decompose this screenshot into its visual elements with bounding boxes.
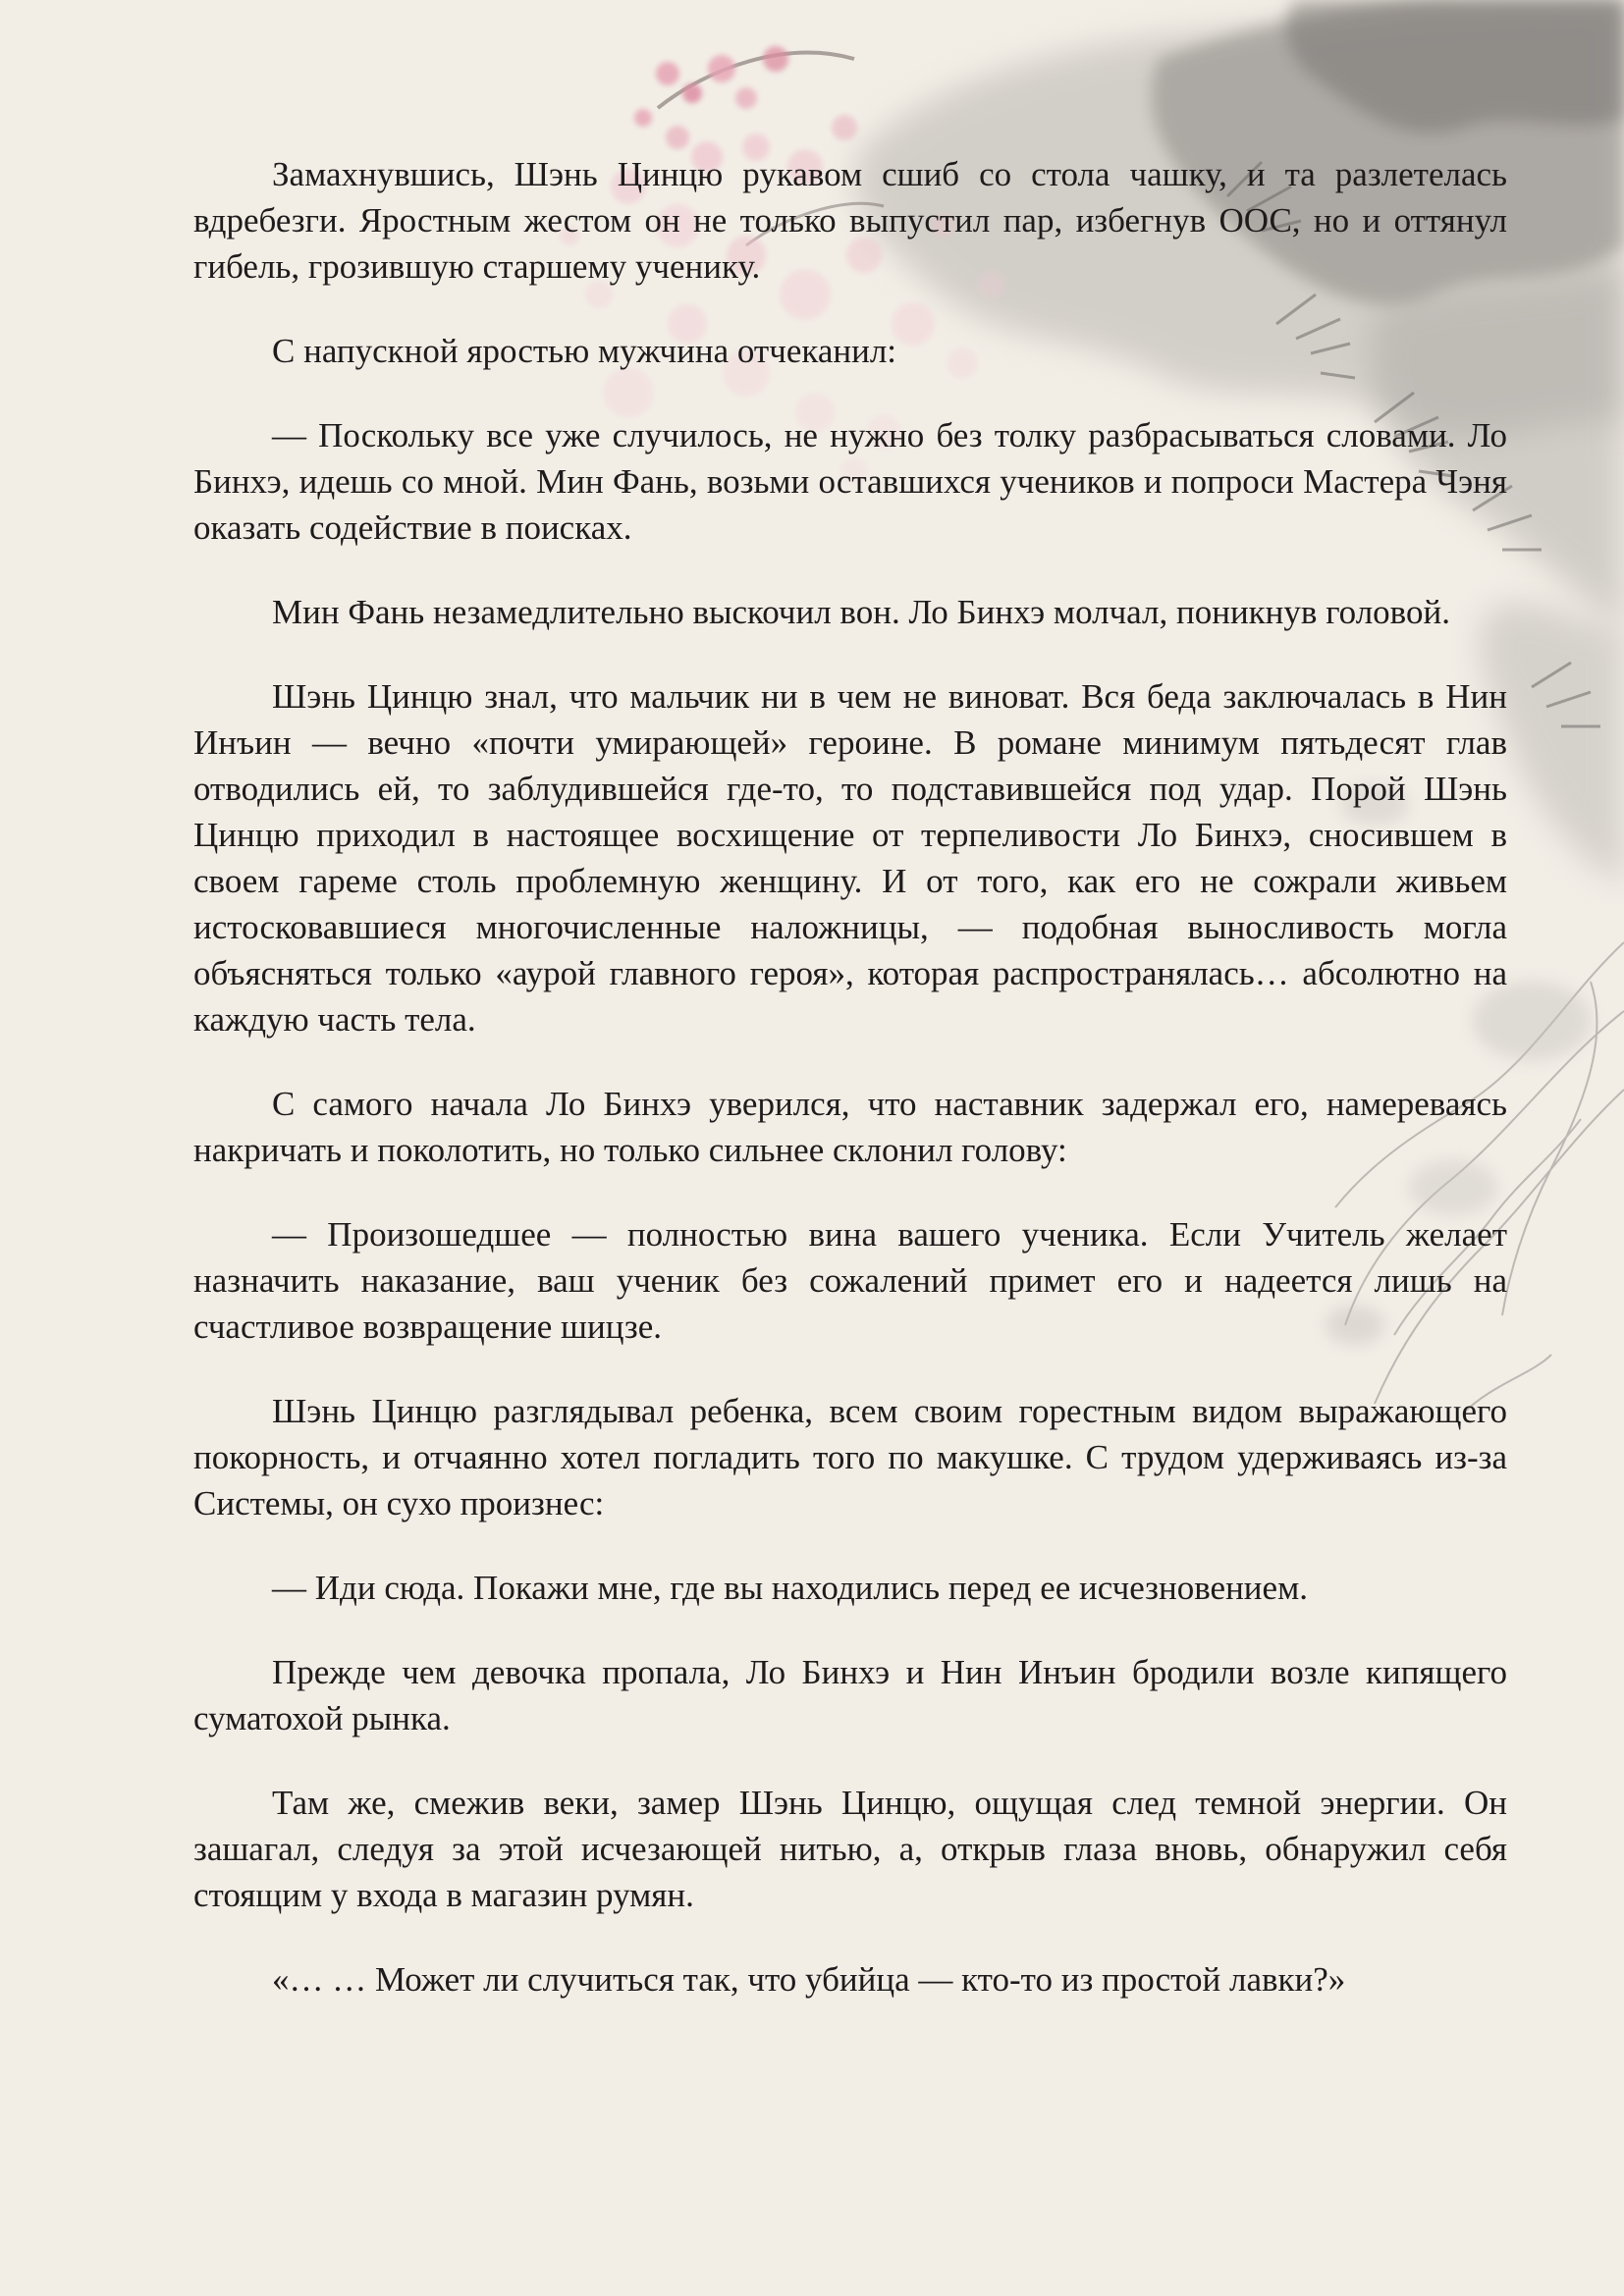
book-text [193,151,1507,2041]
paragraph: — Произошедшее — полностью вина вашего ученика. Если Учитель желает назначить наказание, ваш ученик без сожалений примет его и надеется лишь на счастливое возвращение шицзе. [193,1215,1507,1346]
paragraph: «… … Может ли случиться так, что убийца — кто-то из простой лавки?» [272,1960,1346,1999]
paragraph: — Поскольку все уже случилось, не нужно без толку разбрасываться словами. Ло Бинхэ, идешь со мной. Мин Фань, возьми оставшихся учеников и попроси Мастера Чэня оказать содействие в поисках. [193,416,1507,547]
paragraph: Мин Фань незамедлительно выскочил вон. Ло Бинхэ молчал, поникнув головой. [272,593,1450,631]
paragraph: — Иди сюда. Покажи мне, где вы находились перед ее исчезновением. [272,1569,1308,1607]
paragraph: Шэнь Цинцю разглядывал ребенка, всем своим горестным видом выражающего покорность, и отчаянно хотел погладить того по макушке. С трудом удерживаясь из-за Системы, он сухо произнес: [193,1392,1507,1522]
paragraph: Прежде чем девочка пропала, Ло Бинхэ и Нин Инъин бродили возле кипящего суматохой рынка. [193,1653,1507,1737]
paragraph: Шэнь Цинцю знал, что мальчик ни в чем не виноват. Вся беда заключалась в Нин Инъин — вечно «почти умирающей» героине. В романе минимум пятьдесят глав отводились ей, то заблудившейся где-то, то подставившейся под удар. Порой Шэнь Цинцю приходил в настоящее восхищение от терпеливости Ло Бинхэ, сносившем в своем гареме столь проблемную женщину. И от того, как его не сожрали живьем истосковавшиеся многочисленные наложницы, — подобная выносливость могла объясняться только «аурой главного героя», которая распространялась… абсолютно на каждую часть тела. [193,677,1507,1039]
paragraph: Замахнувшись, Шэнь Цинцю рукавом сшиб со стола чашку, и та разлетелась вдребезги. Яростным жестом он не только выпустил пар, избегнув ООС, но и оттянул гибель, грозившую старшему ученику. [193,155,1507,286]
paragraph: Там же, смежив веки, замер Шэнь Цинцю, ощущая след темной энергии. Он зашагал, следуя за этой исчезающей нитью, а, открыв глаза вновь, обнаружил себя стоящим у входа в магазин румян. [193,1784,1507,1914]
paragraph: С самого начала Ло Бинхэ уверился, что наставник задержал его, намереваясь накричать и поколотить, но только сильнее склонил голову: [193,1085,1507,1169]
paragraph: С напускной яростью мужчина отчеканил: [272,332,897,370]
